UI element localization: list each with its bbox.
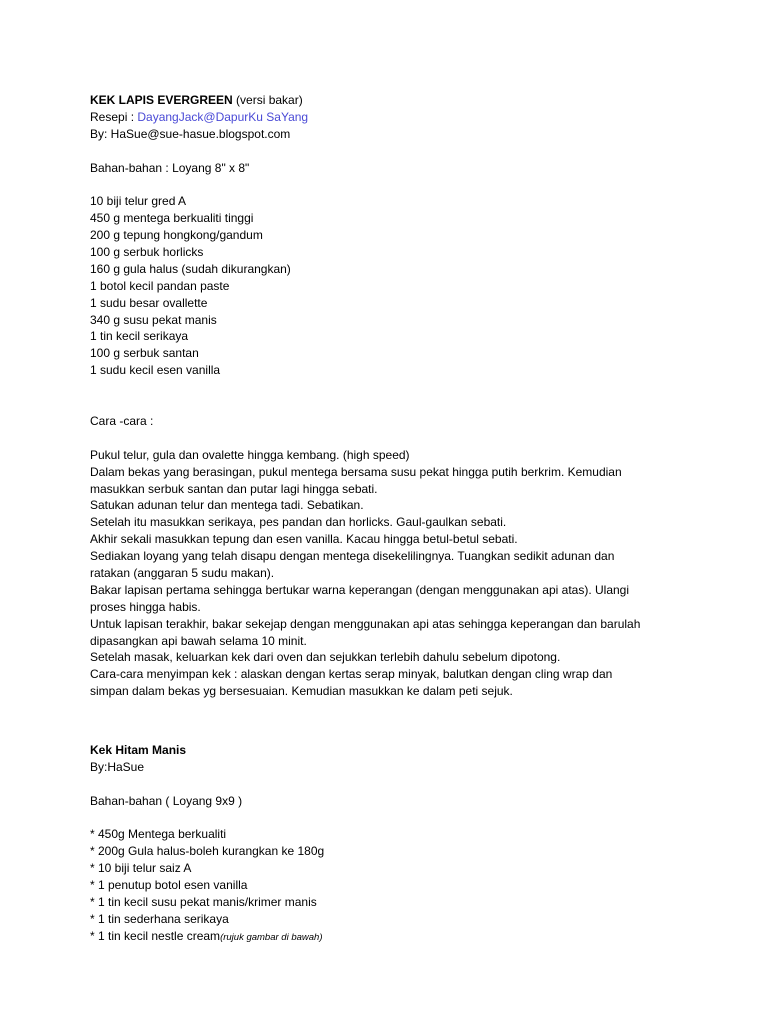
recipe2-bahan-heading: Bahan-bahan ( Loyang 9x9 ) bbox=[90, 793, 243, 808]
recipe1-resepi-line bbox=[90, 109, 730, 126]
list-item: * 1 tin sederhana serikaya bbox=[90, 911, 229, 926]
recipe1-steps bbox=[90, 447, 730, 700]
list-item: * 10 biji telur saiz A bbox=[90, 861, 192, 876]
recipe1-title-suffix: (versi bakar) bbox=[232, 93, 303, 107]
recipe2-ingredient-list bbox=[90, 826, 730, 944]
list-item: 100 g serbuk horlicks bbox=[90, 245, 204, 260]
step-line: Akhir sekali masukkan tepung dan esen vanilla. Kacau hingga betul-betul sebati. bbox=[90, 532, 518, 547]
recipe1-cara-heading: Cara -cara : bbox=[90, 413, 154, 428]
step-line: masukkan serbuk santan dan putar lagi hingga sebati. bbox=[90, 481, 378, 496]
list-item: 1 sudu kecil esen vanilla bbox=[90, 363, 221, 378]
list-item: 450 g mentega berkualiti tinggi bbox=[90, 211, 254, 226]
list-item: * 450g Mentega berkualiti bbox=[90, 827, 227, 842]
last-ingredient: * 1 tin kecil nestle cream bbox=[90, 928, 221, 943]
recipe1-ingredient-list bbox=[90, 193, 730, 379]
step-line: dipasangkan api bawah selama 10 minit. bbox=[90, 633, 307, 648]
recipe2-by: By:HaSue bbox=[90, 759, 145, 774]
step-line: Cara-cara menyimpan kek : alaskan dengan kertas serap minyak, balutkan dengan cling wrap dan bbox=[90, 667, 613, 682]
recipe1-bahan-heading: Bahan-bahan : Loyang 8" x 8" bbox=[90, 160, 250, 175]
recipe1-resepi-link[interactable]: DayangJack@DapurKu SaYang bbox=[134, 109, 309, 124]
list-item-last bbox=[90, 928, 730, 945]
list-item: 1 tin kecil serikaya bbox=[90, 329, 189, 344]
recipe1-resepi-label: Resepi : bbox=[90, 109, 135, 124]
recipe1-title-line bbox=[90, 92, 730, 109]
step-line: ratakan (anggaran 5 sudu makan). bbox=[90, 565, 275, 580]
last-ingredient-note: (rujuk gambar di bawah) bbox=[220, 931, 323, 943]
list-item: 1 sudu besar ovallette bbox=[90, 295, 208, 310]
list-item: * 200g Gula halus-boleh kurangkan ke 180g bbox=[90, 844, 325, 859]
list-item: 100 g serbuk santan bbox=[90, 346, 199, 361]
step-line: proses hingga habis. bbox=[90, 599, 201, 614]
list-item: 160 g gula halus (sudah dikurangkan) bbox=[90, 261, 291, 276]
step-line: Pukul telur, gula dan ovalette hingga kembang. (high speed) bbox=[90, 447, 410, 462]
step-line: Sediakan loyang yang telah disapu dengan mentega disekelilingnya. Tuangkan sedikit adunan dan bbox=[90, 549, 615, 564]
list-item: 10 biji telur gred A bbox=[90, 194, 187, 209]
list-item: * 1 tin kecil susu pekat manis/krimer manis bbox=[90, 894, 317, 909]
step-line: Setelah itu masukkan serikaya, pes pandan dan horlicks. Gaul-gaulkan sebati. bbox=[90, 515, 507, 530]
step-line: simpan dalam bekas yg bersesuaian. Kemudian masukkan ke dalam peti sejuk. bbox=[90, 684, 513, 699]
recipe2-title: Kek Hitam Manis bbox=[90, 742, 187, 757]
step-line: Untuk lapisan terakhir, bakar sekejap dengan menggunakan api atas sehingga keperangan dan barulah bbox=[90, 616, 641, 631]
step-line: Satukan adunan telur dan mentega tadi. Sebatikan. bbox=[90, 498, 364, 513]
list-item: 1 botol kecil pandan paste bbox=[90, 278, 230, 293]
step-line: Bakar lapisan pertama sehingga bertukar warna keperangan (dengan menggunakan api atas). Ulangi bbox=[90, 582, 630, 597]
recipe1-by: By: HaSue@sue-hasue.blogspot.com bbox=[90, 126, 291, 141]
list-item: 200 g tepung hongkong/gandum bbox=[90, 228, 263, 243]
step-line: Dalam bekas yang berasingan, pukul mentega bersama susu pekat hingga putih berkrim. Kemudian bbox=[90, 464, 622, 479]
list-item: * 1 penutup botol esen vanilla bbox=[90, 878, 248, 892]
step-line: Setelah masak, keluarkan kek dari oven dan sejukkan terlebih dahulu sebelum dipotong. bbox=[90, 650, 561, 665]
recipe1-title: KEK LAPIS EVERGREEN bbox=[90, 93, 233, 107]
list-item: 340 g susu pekat manis bbox=[90, 312, 217, 327]
document-page bbox=[90, 92, 730, 945]
